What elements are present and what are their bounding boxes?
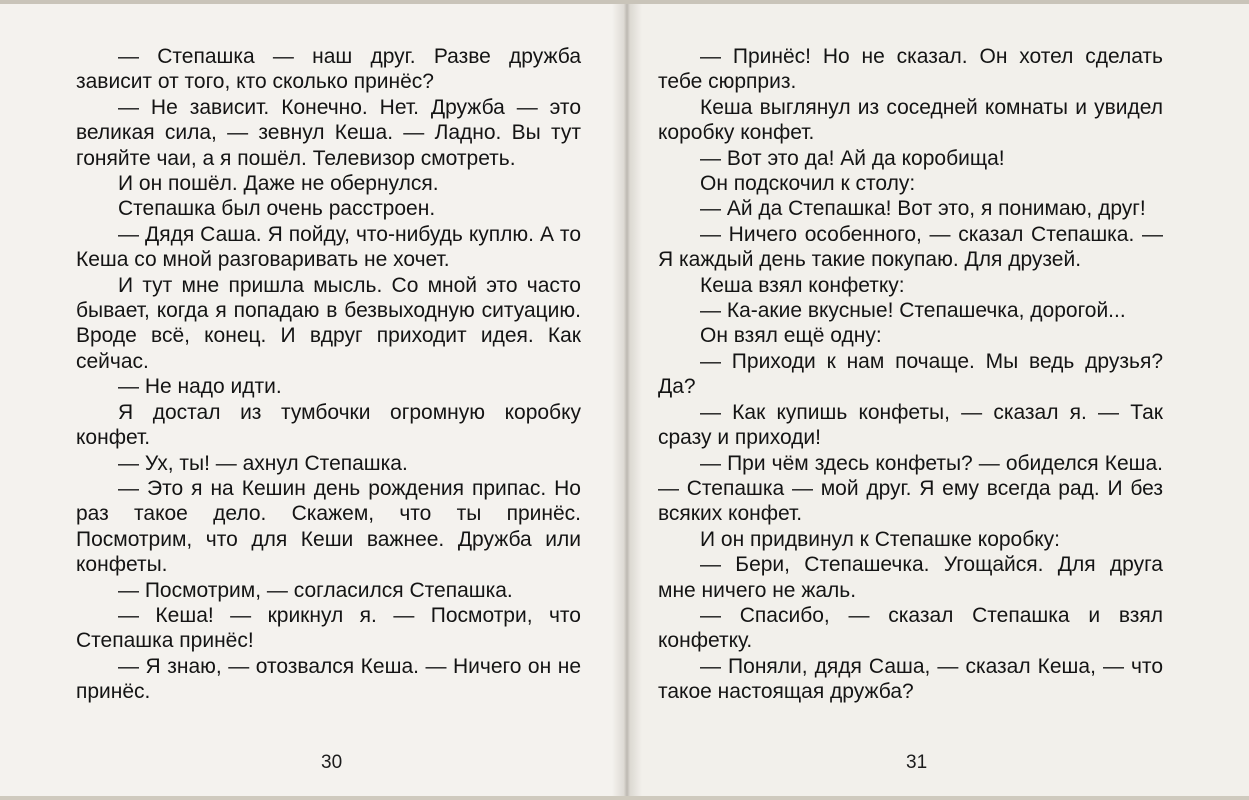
- paragraph: — Вот это да! Ай да коробища!: [700, 146, 1005, 170]
- page-edge-bottom: [0, 796, 1249, 800]
- paragraph: И он придвинул к Степашке коробку:: [700, 527, 1061, 551]
- paragraph: — Дядя Саша. Я пойду, что-нибудь куплю. А то Кеша со мной разговаривать не хочет.: [76, 222, 581, 272]
- right-page: [624, 0, 1249, 800]
- paragraph: — Принёс! Но не сказал. Он хотел сделать тебе сюрприз.: [658, 45, 1163, 94]
- right-page-text: [658, 44, 1163, 705]
- paragraph: — Не надо идти.: [118, 375, 282, 399]
- paragraph: Степашка был очень расстроен.: [118, 197, 436, 221]
- paragraph: — Степашка — наш друг. Разве дружба зависит от того, кто сколько принёс?: [76, 45, 581, 94]
- paragraph: — Ничего особенного, — сказал Степашка. — Я каждый день такие покупаю. Для друзей.: [658, 222, 1163, 272]
- page-number-right: 31: [906, 752, 928, 773]
- paragraph: — Спасибо, — сказал Степашка и взял конфетку.: [658, 603, 1163, 653]
- paragraph: Кеша взял конфетку:: [700, 273, 905, 297]
- paragraph: — Ух, ты! — ахнул Степашка.: [118, 451, 408, 475]
- page-edge-top: [0, 0, 1249, 4]
- paragraph: — Поняли, дядя Саша, — сказал Кеша, — что такое настоящая дружба?: [658, 654, 1163, 704]
- page-number-left: 30: [321, 752, 343, 773]
- paragraph: — Как купишь конфеты, — сказал я. — Так сразу и приходи!: [658, 400, 1163, 450]
- paragraph: — При чём здесь конфеты? — обиделся Кеша. — Степашка — мой друг. Я ему всегда рад. И без всяких конфет.: [658, 451, 1163, 526]
- paragraph: Кеша выглянул из соседней комнаты и увидел коробку конфет.: [658, 95, 1163, 145]
- paragraph: — Ка-акие вкусные! Степашечка, дорогой...: [700, 299, 1126, 323]
- left-page: [0, 0, 624, 800]
- paragraph: — Кеша! — крикнул я. — Посмотри, что Степашка принёс!: [76, 603, 581, 653]
- paragraph: — Бери, Степашечка. Угощайся. Для друга мне ничего не жаль.: [658, 553, 1163, 602]
- paragraph: — Посмотрим, — согласился Степашка.: [118, 578, 513, 602]
- paragraph: Я достал из тумбочки огромную коробку конфет.: [76, 400, 581, 450]
- paragraph: — Приходи к нам почаще. Мы ведь друзья? Да?: [658, 349, 1163, 399]
- paragraph: Он подскочил к столу:: [700, 172, 916, 196]
- paragraph: — Ай да Степашка! Вот это, я понимаю, друг!: [700, 197, 1146, 221]
- paragraph: — Я знаю, — отозвался Кеша. — Ничего он не принёс.: [76, 654, 581, 704]
- paragraph: И он пошёл. Даже не обернулся.: [118, 172, 439, 196]
- paragraph: И тут мне пришла мысль. Со мной это часто бывает, когда я попадаю в безвыходную ситуацию. Вроде всё, конец. И вдруг приходит идея. Как сейчас.: [76, 273, 581, 373]
- left-page-text: [76, 44, 581, 705]
- paragraph: — Это я на Кешин день рождения припас. Но раз такое дело. Скажем, что ты принёс. Посмотрим, что для Кеши важнее. Дружба или конфеты.: [76, 476, 581, 577]
- book-gutter: [612, 0, 642, 800]
- paragraph: Он взял ещё одну:: [700, 324, 882, 348]
- paragraph: — Не зависит. Конечно. Нет. Дружба — это великая сила, — зевнул Кеша. — Ладно. Вы тут гоняйте чаи, а я пошёл. Телевизор смотреть.: [76, 95, 581, 170]
